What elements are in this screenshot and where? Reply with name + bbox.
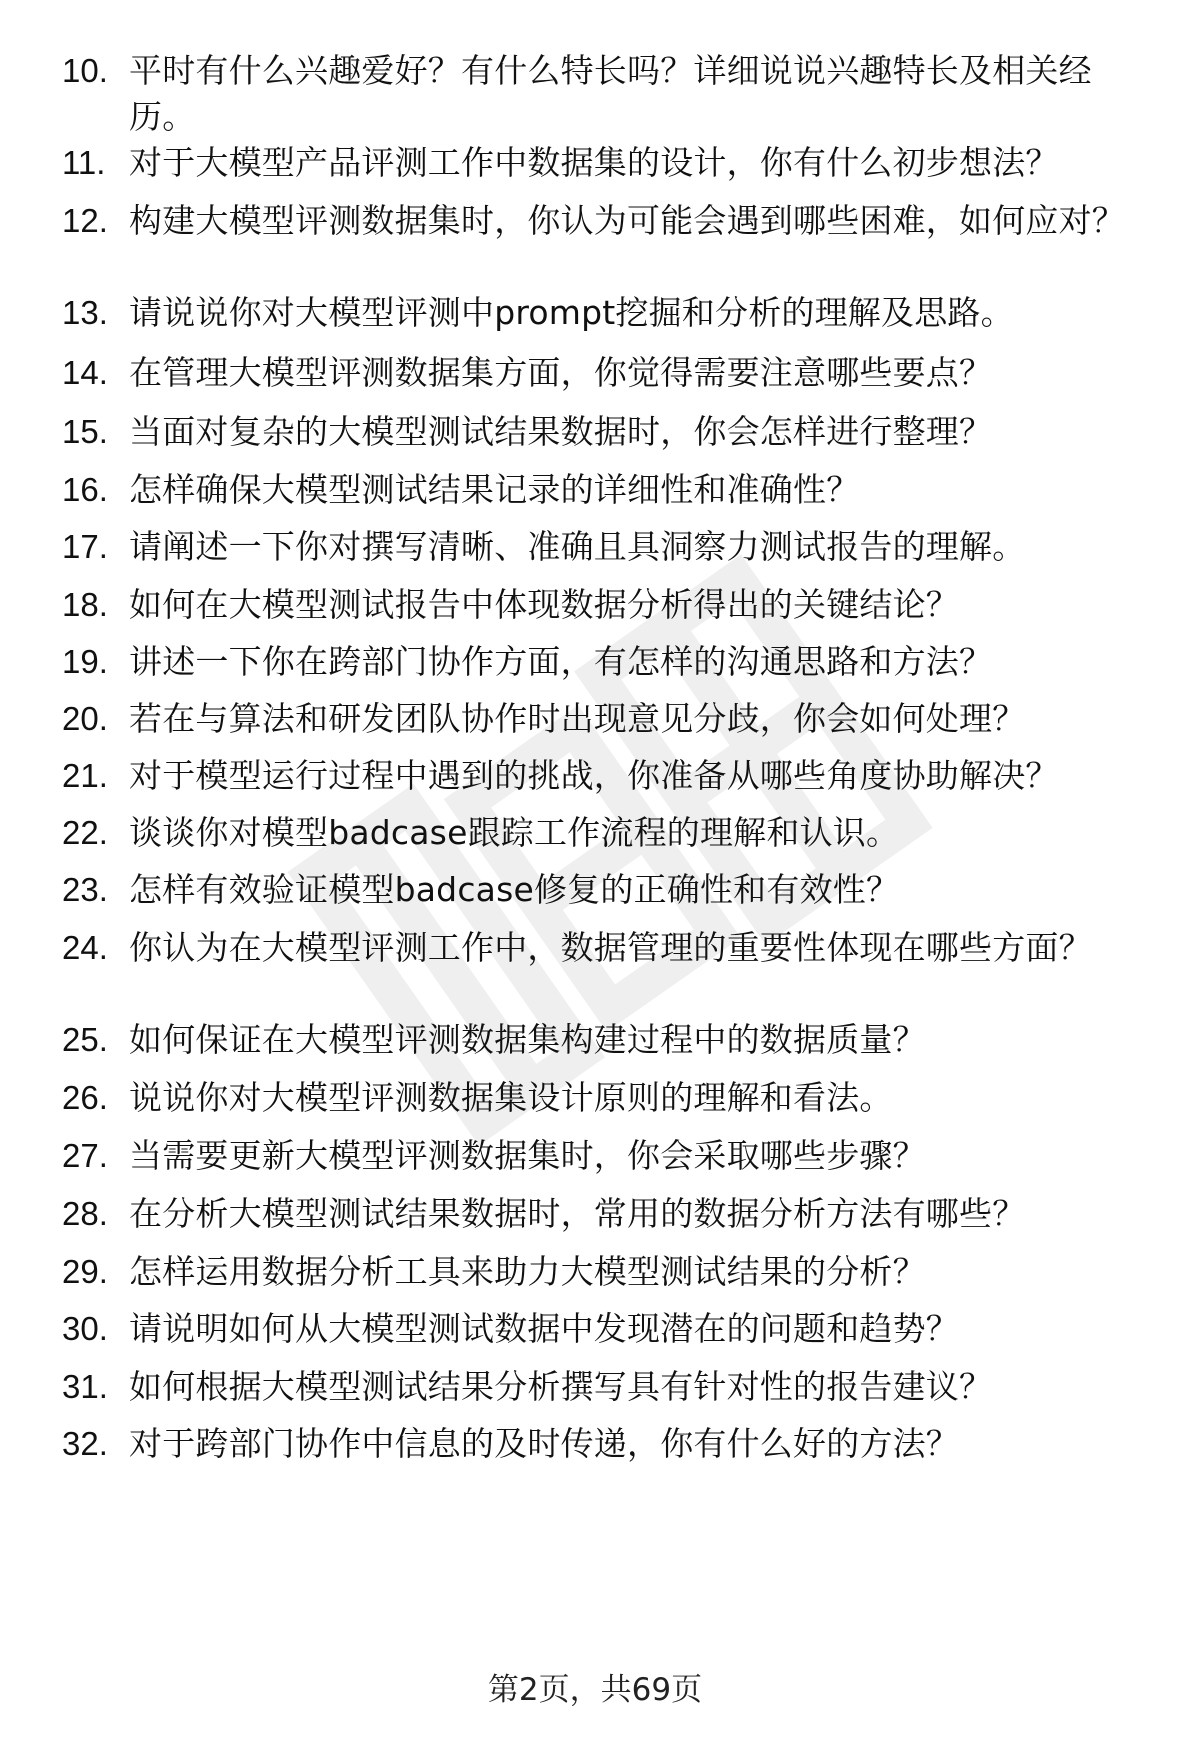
question-number: 31.: [62, 1368, 108, 1405]
question-item: [62, 867, 1152, 913]
question-item: [62, 1306, 1152, 1352]
question-number: 12.: [62, 202, 108, 239]
page-number-footer: 第2页，共69页: [487, 1672, 703, 1708]
question-number: 19.: [62, 643, 108, 680]
question-item: [62, 1249, 1152, 1295]
question-number: 24.: [62, 929, 108, 966]
question-number: 18.: [62, 586, 108, 623]
question-number: 22.: [62, 814, 108, 851]
question-item: [62, 925, 1152, 971]
question-item: [62, 140, 1152, 186]
question-number: 20.: [62, 700, 108, 737]
question-number: 23.: [62, 871, 108, 908]
question-number: 30.: [62, 1310, 108, 1347]
question-text: 请阐述一下你对撰写清晰、准确且具洞察力测试报告的理解。: [129, 527, 1026, 566]
question-text: 对于大模型产品评测工作中数据集的设计，你有什么初步想法？: [129, 143, 1059, 182]
question-item: [62, 524, 1152, 570]
question-item: [62, 48, 1152, 140]
question-item: [62, 1421, 1152, 1467]
question-text: 请说说你对大模型评测中prompt挖掘和分析的理解及思路。: [129, 293, 1014, 332]
question-text: 在管理大模型评测数据集方面，你觉得需要注意哪些要点？: [129, 353, 993, 392]
question-text: 谈谈你对模型badcase跟踪工作流程的理解和认识。: [129, 813, 900, 852]
question-number: 17.: [62, 528, 108, 565]
question-number: 28.: [62, 1195, 108, 1232]
question-item: [62, 582, 1152, 628]
question-number: 29.: [62, 1253, 108, 1290]
question-number: 25.: [62, 1021, 108, 1058]
question-item: [62, 1364, 1152, 1410]
question-number: 15.: [62, 413, 108, 450]
question-text: 当面对复杂的大模型测试结果数据时，你会怎样进行整理？: [129, 412, 993, 451]
question-text: 如何根据大模型测试结果分析撰写具有针对性的报告建议？: [129, 1367, 993, 1406]
question-number: 16.: [62, 471, 108, 508]
question-text: 你认为在大模型评测工作中，数据管理的重要性体现在哪些方面？: [129, 928, 1092, 967]
question-text: 构建大模型评测数据集时，你认为可能会遇到哪些困难，如何应对？: [129, 201, 1125, 240]
question-item: [62, 409, 1152, 455]
question-number: 11.: [62, 144, 106, 181]
question-number: 13.: [62, 294, 108, 331]
question-number: 32.: [62, 1425, 108, 1462]
question-text: 对于跨部门协作中信息的及时传递，你有什么好的方法？: [129, 1424, 959, 1463]
question-item: [62, 1133, 1152, 1179]
question-text: 讲述一下你在跨部门协作方面，有怎样的沟通思路和方法？: [129, 642, 993, 681]
question-text: 平时有什么兴趣爱好？有什么特长吗？详细说说兴趣特长及相关经历。: [129, 51, 1092, 136]
question-item: [62, 467, 1152, 513]
question-number: 10.: [62, 52, 108, 89]
question-text: 怎样有效验证模型badcase修复的正确性和有效性？: [129, 870, 900, 909]
question-number: 14.: [62, 354, 108, 391]
question-text: 在分析大模型测试结果数据时，常用的数据分析方法有哪些？: [129, 1194, 1026, 1233]
question-text: 若在与算法和研发团队协作时出现意见分歧，你会如何处理？: [129, 699, 1026, 738]
question-item: [62, 1191, 1152, 1237]
question-item: [62, 810, 1152, 856]
question-item: [62, 1075, 1152, 1121]
question-number: 21.: [62, 757, 108, 794]
question-text: 如何保证在大模型评测数据集构建过程中的数据质量？: [129, 1020, 926, 1059]
question-item: [62, 753, 1152, 799]
question-item: [62, 696, 1152, 742]
question-text: 如何在大模型测试报告中体现数据分析得出的关键结论？: [129, 585, 959, 624]
question-text: 对于模型运行过程中遇到的挑战，你准备从哪些角度协助解决？: [129, 756, 1059, 795]
question-item: [62, 639, 1152, 685]
question-text: 当需要更新大模型评测数据集时，你会采取哪些步骤？: [129, 1136, 926, 1175]
question-number: 26.: [62, 1079, 108, 1116]
question-item: [62, 350, 1152, 396]
question-item: [62, 198, 1152, 244]
question-text: 说说你对大模型评测数据集设计原则的理解和看法。: [129, 1078, 893, 1117]
question-text: 请说明如何从大模型测试数据中发现潜在的问题和趋势？: [129, 1309, 959, 1348]
question-text: 怎样运用数据分析工具来助力大模型测试结果的分析？: [129, 1252, 926, 1291]
question-item: [62, 290, 1152, 336]
question-item: [62, 1017, 1152, 1063]
question-number: 27.: [62, 1137, 108, 1174]
question-text: 怎样确保大模型测试结果记录的详细性和准确性？: [129, 470, 860, 509]
